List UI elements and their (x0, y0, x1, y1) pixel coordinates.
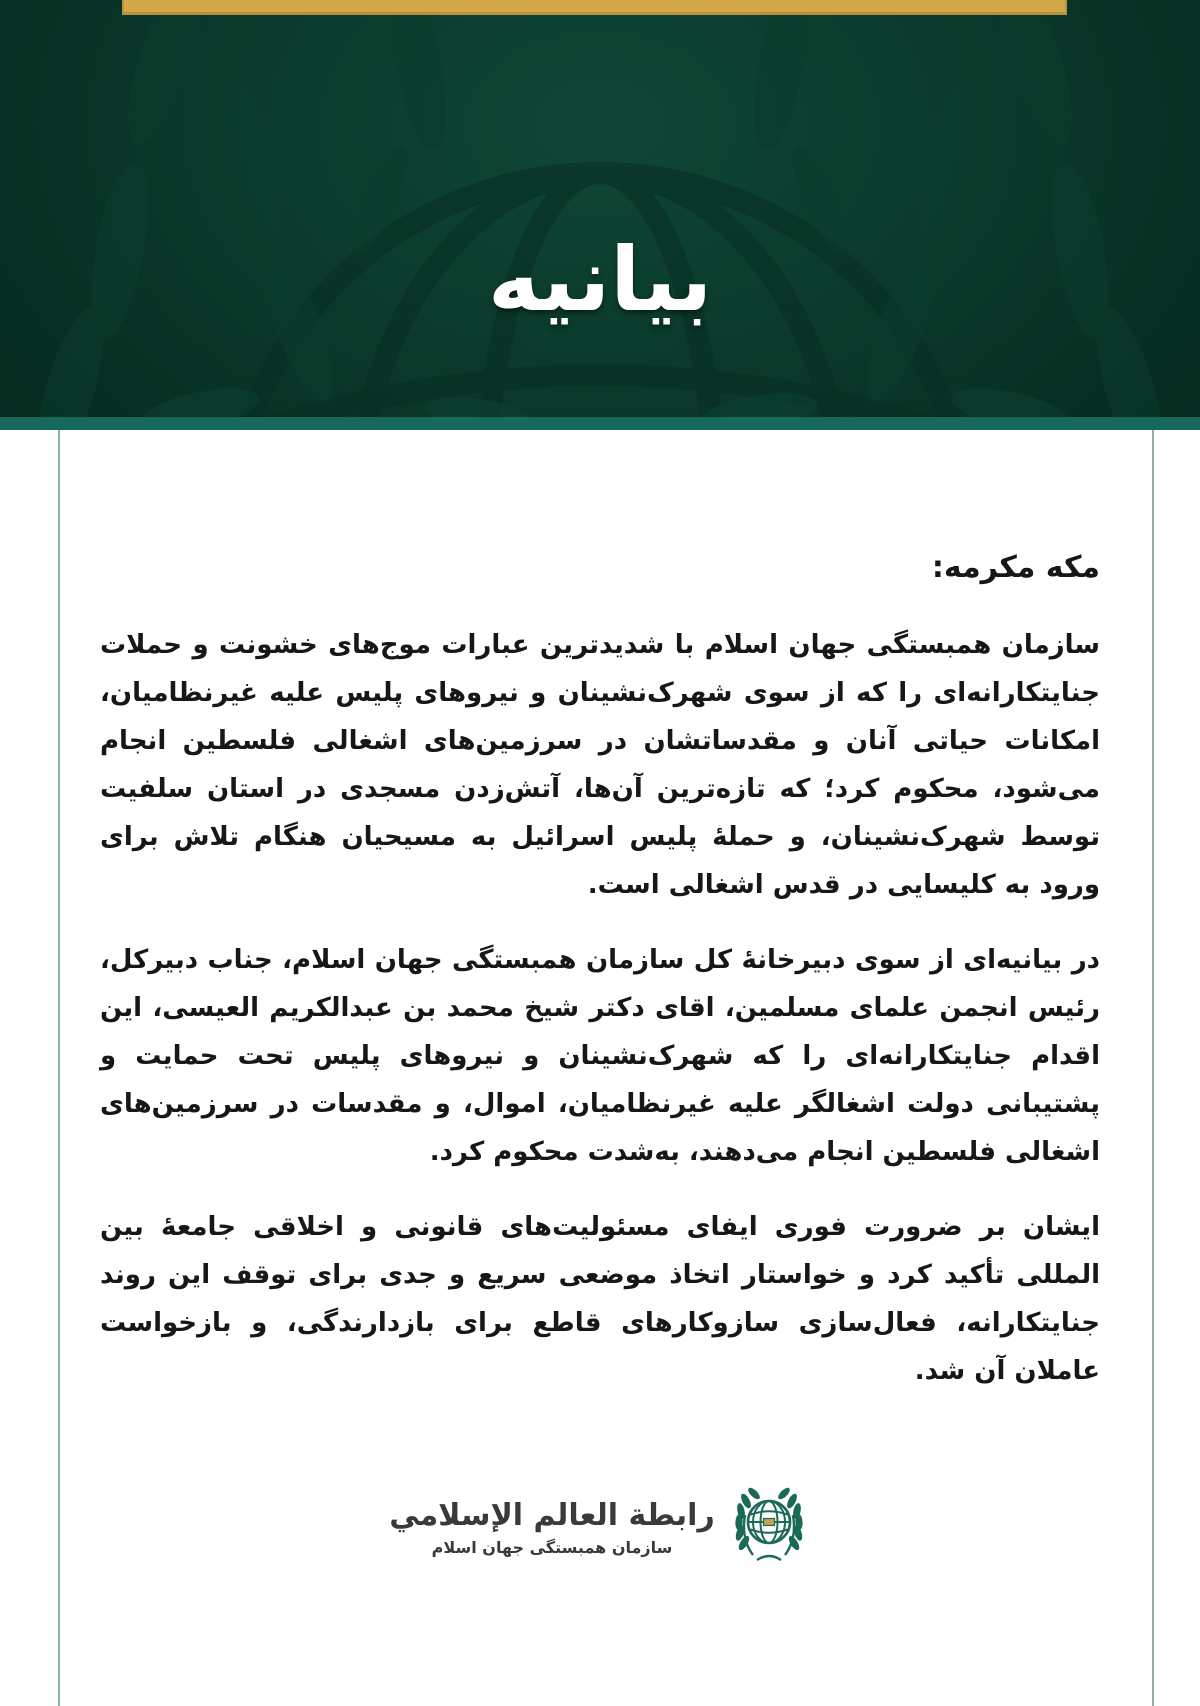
globe-icon (748, 1501, 790, 1543)
logo-calligraphy: رابطة العالم الإسلامي (389, 1498, 715, 1534)
paragraph-2: در بیانیه‌ای از سوی دبیرخانۀ کل سازمان همبستگی جهان اسلام، جناب دبیرکل، رئیس انجمن علمای مسلمین، اقای دکتر شیخ محمد بن عبدالکریم العیسی، این اقدام جنایتکارانه‌ای را که شهرک‌نشینان و نیروهای پلیس تحت حمایت و پشتیبانی دولت اشغالگر علیه غیرنظامیان، اموال، و مقدسات در سرزمین‌های اشغالی فلسطین انجام می‌دهند، به‌شدت محکوم کرد. (100, 945, 1100, 1167)
statement-body (0, 430, 1200, 1706)
emblem-gold-book-icon (763, 1519, 774, 1526)
header-background-art (0, 0, 1200, 417)
gold-accent-bar (122, 0, 1067, 15)
logo-text-block (389, 1497, 715, 1557)
page-title: بیانیه (487, 228, 713, 331)
organization-logo (0, 1485, 1200, 1569)
statement-text (100, 430, 1100, 1422)
teal-divider-bar (0, 417, 1200, 430)
salutation: مکه مکرمه: (931, 550, 1100, 585)
statement-header (0, 0, 1200, 417)
logo-subtitle: سازمان همبستگی جهان اسلام (431, 1537, 673, 1557)
mwl-globe-wreath-emblem-icon (727, 1485, 811, 1569)
paragraph-1: سازمان همبستگی جهان اسلام با شدیدترین عبارات موج‌های خشونت و حملات جنایتکارانه‌ای را که از سوی شهرک‌نشینان و نیروهای پلیس علیه غیرنظامیان، امکانات حیاتی آنان و مقدساتشان در سرزمین‌های اشغالی فلسطین انجام می‌شود، محکوم کرد؛ که تازه‌ترین آن‌ها، آتش‌زدن مسجدی در استان سلفیت توسط شهرک‌نشینان، و حملۀ پلیس اسرائیل به مسیحیان هنگام تلاش برای ورود به کلیسایی در قدس اشغالی است. (100, 630, 1100, 900)
paragraph-3: ایشان بر ضرورت فوری ایفای مسئولیت‌های قانونی و اخلاقی جامعۀ بین المللی تأکید کرد و خواستار اتخاذ موضعی سریع و جدی برای توقف این روند جنایتکارانه، فعال‌سازی سازوکارهای قاطع برای بازدارندگی، و بازخواست عاملان آن شد. (100, 1212, 1100, 1386)
